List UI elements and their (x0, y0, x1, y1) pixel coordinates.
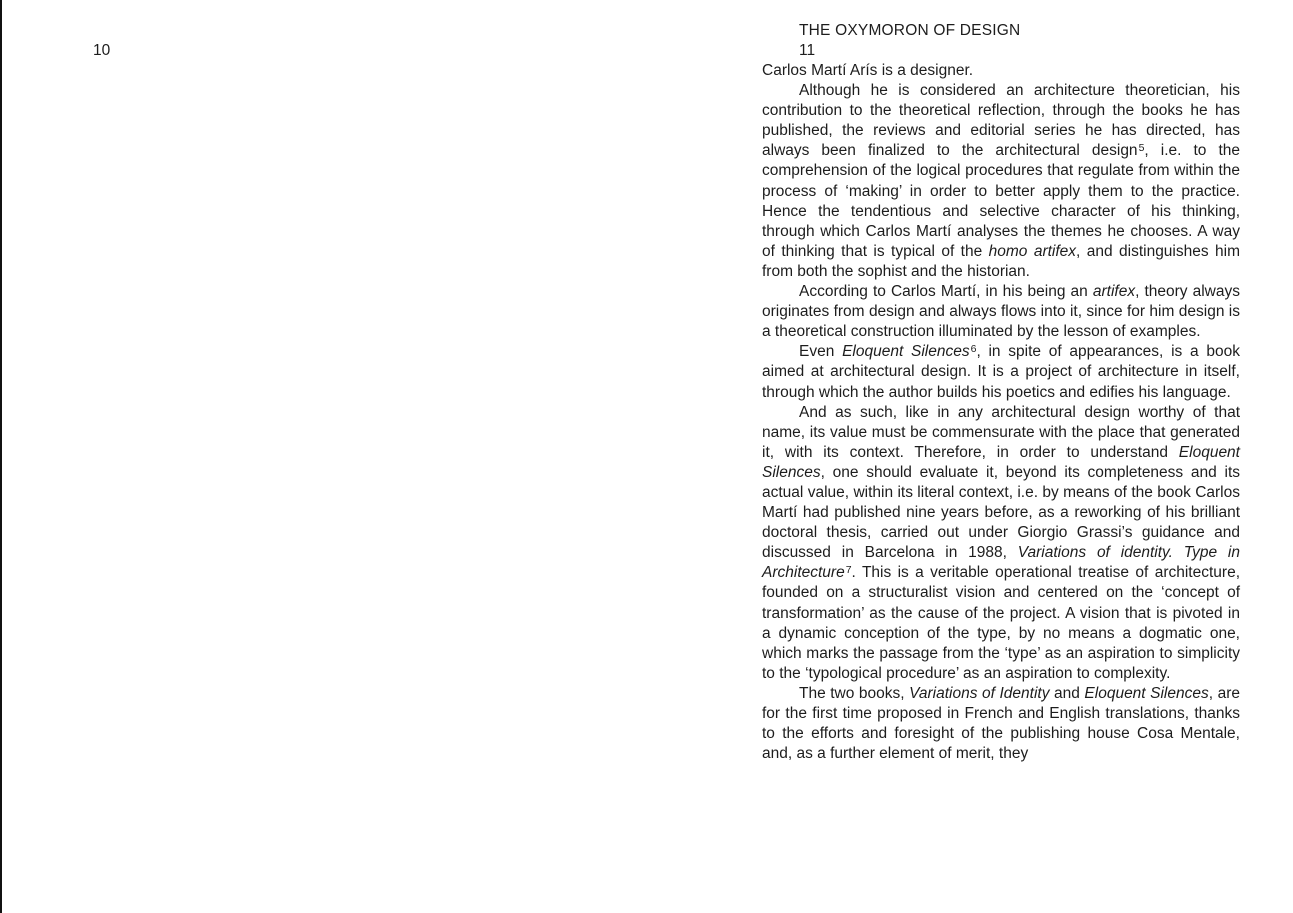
text-run: homo artifex (988, 242, 1077, 260)
paragraph (762, 61, 1240, 81)
text-run: According to Carlos Martí, in his being an (799, 283, 1093, 301)
text-run: , in spite of appearances, is a book aimed at architectural design. It is a project of architecture in itself, through which the author builds his poetics and edifies his language. (762, 343, 1240, 401)
text-run: Eloquent Silences (842, 343, 970, 361)
text-run: The two books, (799, 684, 910, 702)
text-run: , and distinguishes him from both the sophist and the historian. (762, 242, 1240, 280)
text-run: , theory always originates from design and always flows into it, since for him design is a theoretical construction illuminated by the lesson of examples. (762, 283, 1240, 341)
footnote-reference: 6 (970, 343, 977, 356)
text-run: . This is a veritable operational treatise of architecture, founded on a structuralist vision and centered on the ‘concept of transformation’ as the cause of the project. A vision that is pivoted in a dynamic conception of the type, by no means a dogmatic one, which marks the passage from the ‘type’ as an aspiration to simplicity to the ‘typological procedure’ as an aspiration to complexity. (762, 564, 1240, 682)
footnote-reference: 7 (845, 564, 852, 577)
left-page-number: 10 (93, 42, 111, 59)
text-run: Variations of Identity (909, 684, 1050, 702)
text-run: Although he is considered an architecture theoretician, his contribution to the theoretical reflection, through the books he has published, the reviews and editorial series he has directed, has always been finalized to the architectural design (762, 82, 1240, 160)
text-run: And as such, like in any architectural design worthy of that name, its value must be commensurate with the place that generated it, with its context. Therefore, in order to understand (762, 403, 1240, 461)
text-run: Variations of identity. Type in Architecture (762, 544, 1240, 582)
paragraph (762, 403, 1240, 684)
text-run: , are for the first time proposed in French and English translations, thanks to the efforts and foresight of the publishing house Cosa Mentale, and, as a further element of merit, they (762, 684, 1240, 763)
text-run: , i.e. to the comprehension of the logical procedures that regulate from within the process of ‘making’ in order to better apply them to the practice. Hence the tendentious and selective character of his thinking, through which Carlos Martí analyses the themes he chooses. A way of thinking that is typical of the (762, 142, 1240, 260)
footnote-reference: 5 (1138, 142, 1145, 155)
paragraph (762, 282, 1240, 342)
paragraph (762, 81, 1240, 282)
right-page-number: 11 (799, 42, 816, 59)
text-run: and (1049, 684, 1085, 702)
text-run: artifex (1092, 283, 1136, 301)
page-edge-line (0, 0, 2, 913)
chapter-title: THE OXYMORON OF DESIGN (799, 22, 1021, 39)
paragraph (762, 684, 1240, 764)
text-run: Even (799, 343, 843, 361)
paragraph (762, 342, 1240, 402)
text-column (762, 61, 1240, 764)
text-run: Eloquent Silences (762, 443, 1240, 481)
text-run: , one should evaluate it, beyond its completeness and its actual value, within its literal context, i.e. by means of the book Carlos Martí had published nine years before, as a reworking of his brilliant doctoral thesis, carried out under Giorgio Grassi’s guidance and discussed in Barcelona in 1988, (762, 463, 1240, 562)
text-run: Carlos Martí Arís is a designer. (762, 62, 974, 79)
text-run: Eloquent Silences (1084, 684, 1209, 702)
